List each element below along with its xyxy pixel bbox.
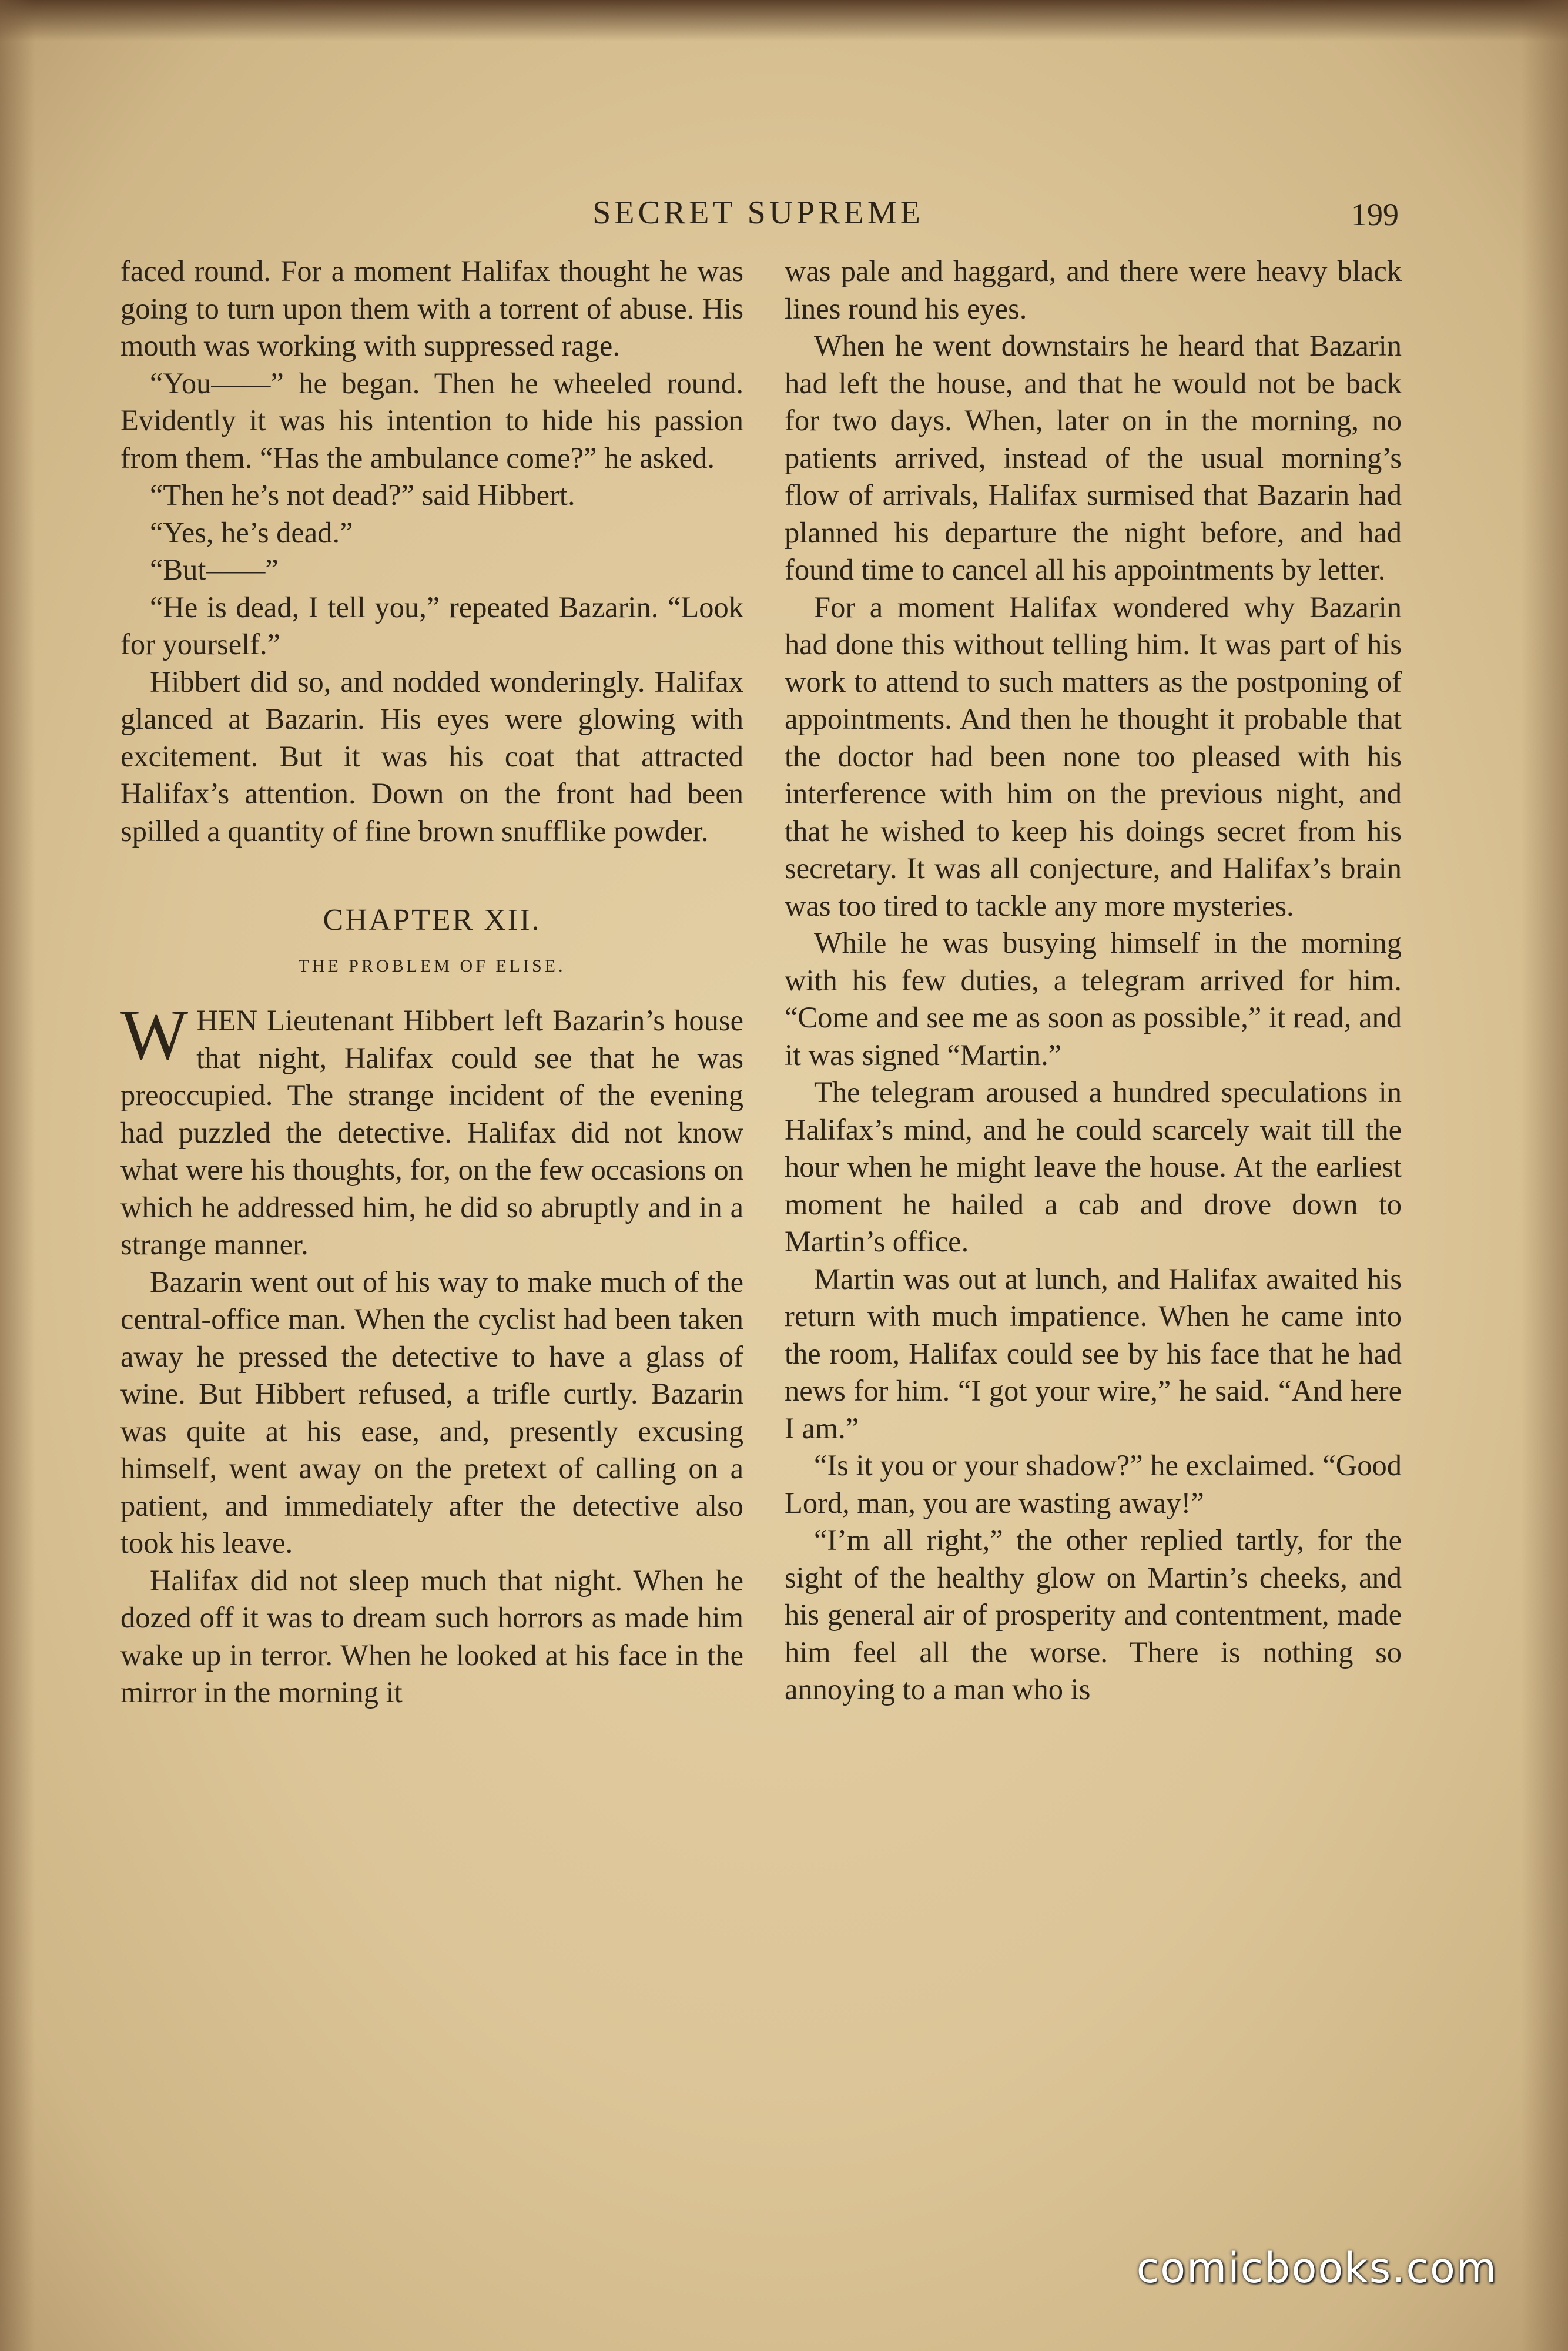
chapter-subtitle: THE PROBLEM OF ELISE. [298,956,566,976]
watermark: comicbooks.com [1136,2244,1497,2292]
paragraph: Bazarin went out of his way to make much of the central-office man. When the cyclist had been taken away he pressed the detective to have a glass of wine. But Hibbert refused, a trifle curtly. Bazarin was quite at his ease, and, presently excusing himself, went away on the pretext of calling on a patient, and immediately after the detective also took his leave. [120,1265,743,1559]
paragraph: While he was busying himself in the morning with his few duties, a telegram arrived for him. “Come and see me as soon as possible,” it read, and it was signed “Martin.” [785,926,1402,1071]
paragraph-text: HEN Lieutenant Hibbert left Bazarin’s house that night, Halifax could see that he was preoccupied. The strange incident of the evening had puzzled the detective. Halifax did not know what were his thoughts, for, on the few occasions on which he addressed him, he did so abruptly and in a strange manner. [120,1004,743,1261]
paragraph: Hibbert did so, and nodded wonderingly. Halifax glanced at Bazarin. His eyes were glowing with excitement. But it was his coat that attracted Halifax’s attention. Down on the front had been spilled a quantity of fine brown snufflike powder. [120,665,743,848]
page-left-shadow [0,0,35,2351]
paragraph: “Then he’s not dead?” said Hibbert. [150,478,575,511]
paragraph: For a moment Halifax wondered why Bazarin had done this without telling him. It was part of his work to attend to such matters as the postponing of appointments. And then he thought it probable that the doctor had been none too pleased with his interference with him on the previous night, and that he wished to keep his doings secret from his secretary. It was all conjecture, and Halifax’s brain was too tired to tackle any more mysteries. [785,590,1402,922]
paragraph: was pale and haggard, and there were heavy black lines round his eyes. [785,254,1402,325]
drop-cap: W [120,995,189,1074]
chapter-opening-paragraph [120,995,743,1264]
paragraph: “You——” he began. Then he wheeled round. Evidently it was his intention to hide his passion from them. “Has the ambulance come?” he asked. [120,366,743,474]
paragraph: “Is it you or your shadow?” he exclaimed. “Good Lord, man, you are wasting away!” [785,1449,1402,1519]
page-right-shadow [1521,0,1568,2351]
page-top-shadow [0,0,1568,41]
running-title: SECRET SUPREME [592,195,924,231]
page-number: 199 [1351,197,1399,232]
paragraph: Martin was out at lunch, and Halifax awaited his return with much impatience. When he came into the room, Halifax could see by his face that he had news for him. “I got your wire,” he said. “And here I am.” [785,1262,1402,1445]
left-column [120,253,743,1712]
paragraph: “He is dead, I tell you,” repeated Bazarin. “Look for yourself.” [120,590,743,661]
paragraph: Halifax did not sleep much that night. When he dozed off it was to dream such horrors as made him wake up in terror. When he looked at his face in the mirror in the morning it [120,1563,743,1709]
paragraph: “But——” [150,553,279,586]
chapter-heading: CHAPTER XII. [323,903,541,937]
paragraph: The telegram aroused a hundred speculations in Halifax’s mind, and he could scarcely wait till the hour when he might leave the house. At the earliest moment he hailed a cab and drove down to Martin’s office. [785,1076,1402,1258]
right-column [785,253,1402,1709]
paragraph: When he went downstairs he heard that Bazarin had left the house, and that he would not be back for two days. When, later on in the morning, no patients arrived, instead of the usual morning’s flow of arrivals, Halifax surmised that Bazarin had planned his departure the night before, and had found time to cancel all his appointments by letter. [785,329,1402,586]
running-head [118,188,1399,241]
paragraph: “Yes, he’s dead.” [150,515,353,549]
paragraph: “I’m all right,” the other replied tartly, for the sight of the healthy glow on Martin’s cheeks, and his general air of prosperity and contentment, made him feel all the worse. There is nothing so annoying to a man who is [785,1523,1402,1706]
paragraph: faced round. For a moment Halifax thought he was going to turn upon them with a torrent of abuse. His mouth was working with suppressed rage. [120,254,743,362]
